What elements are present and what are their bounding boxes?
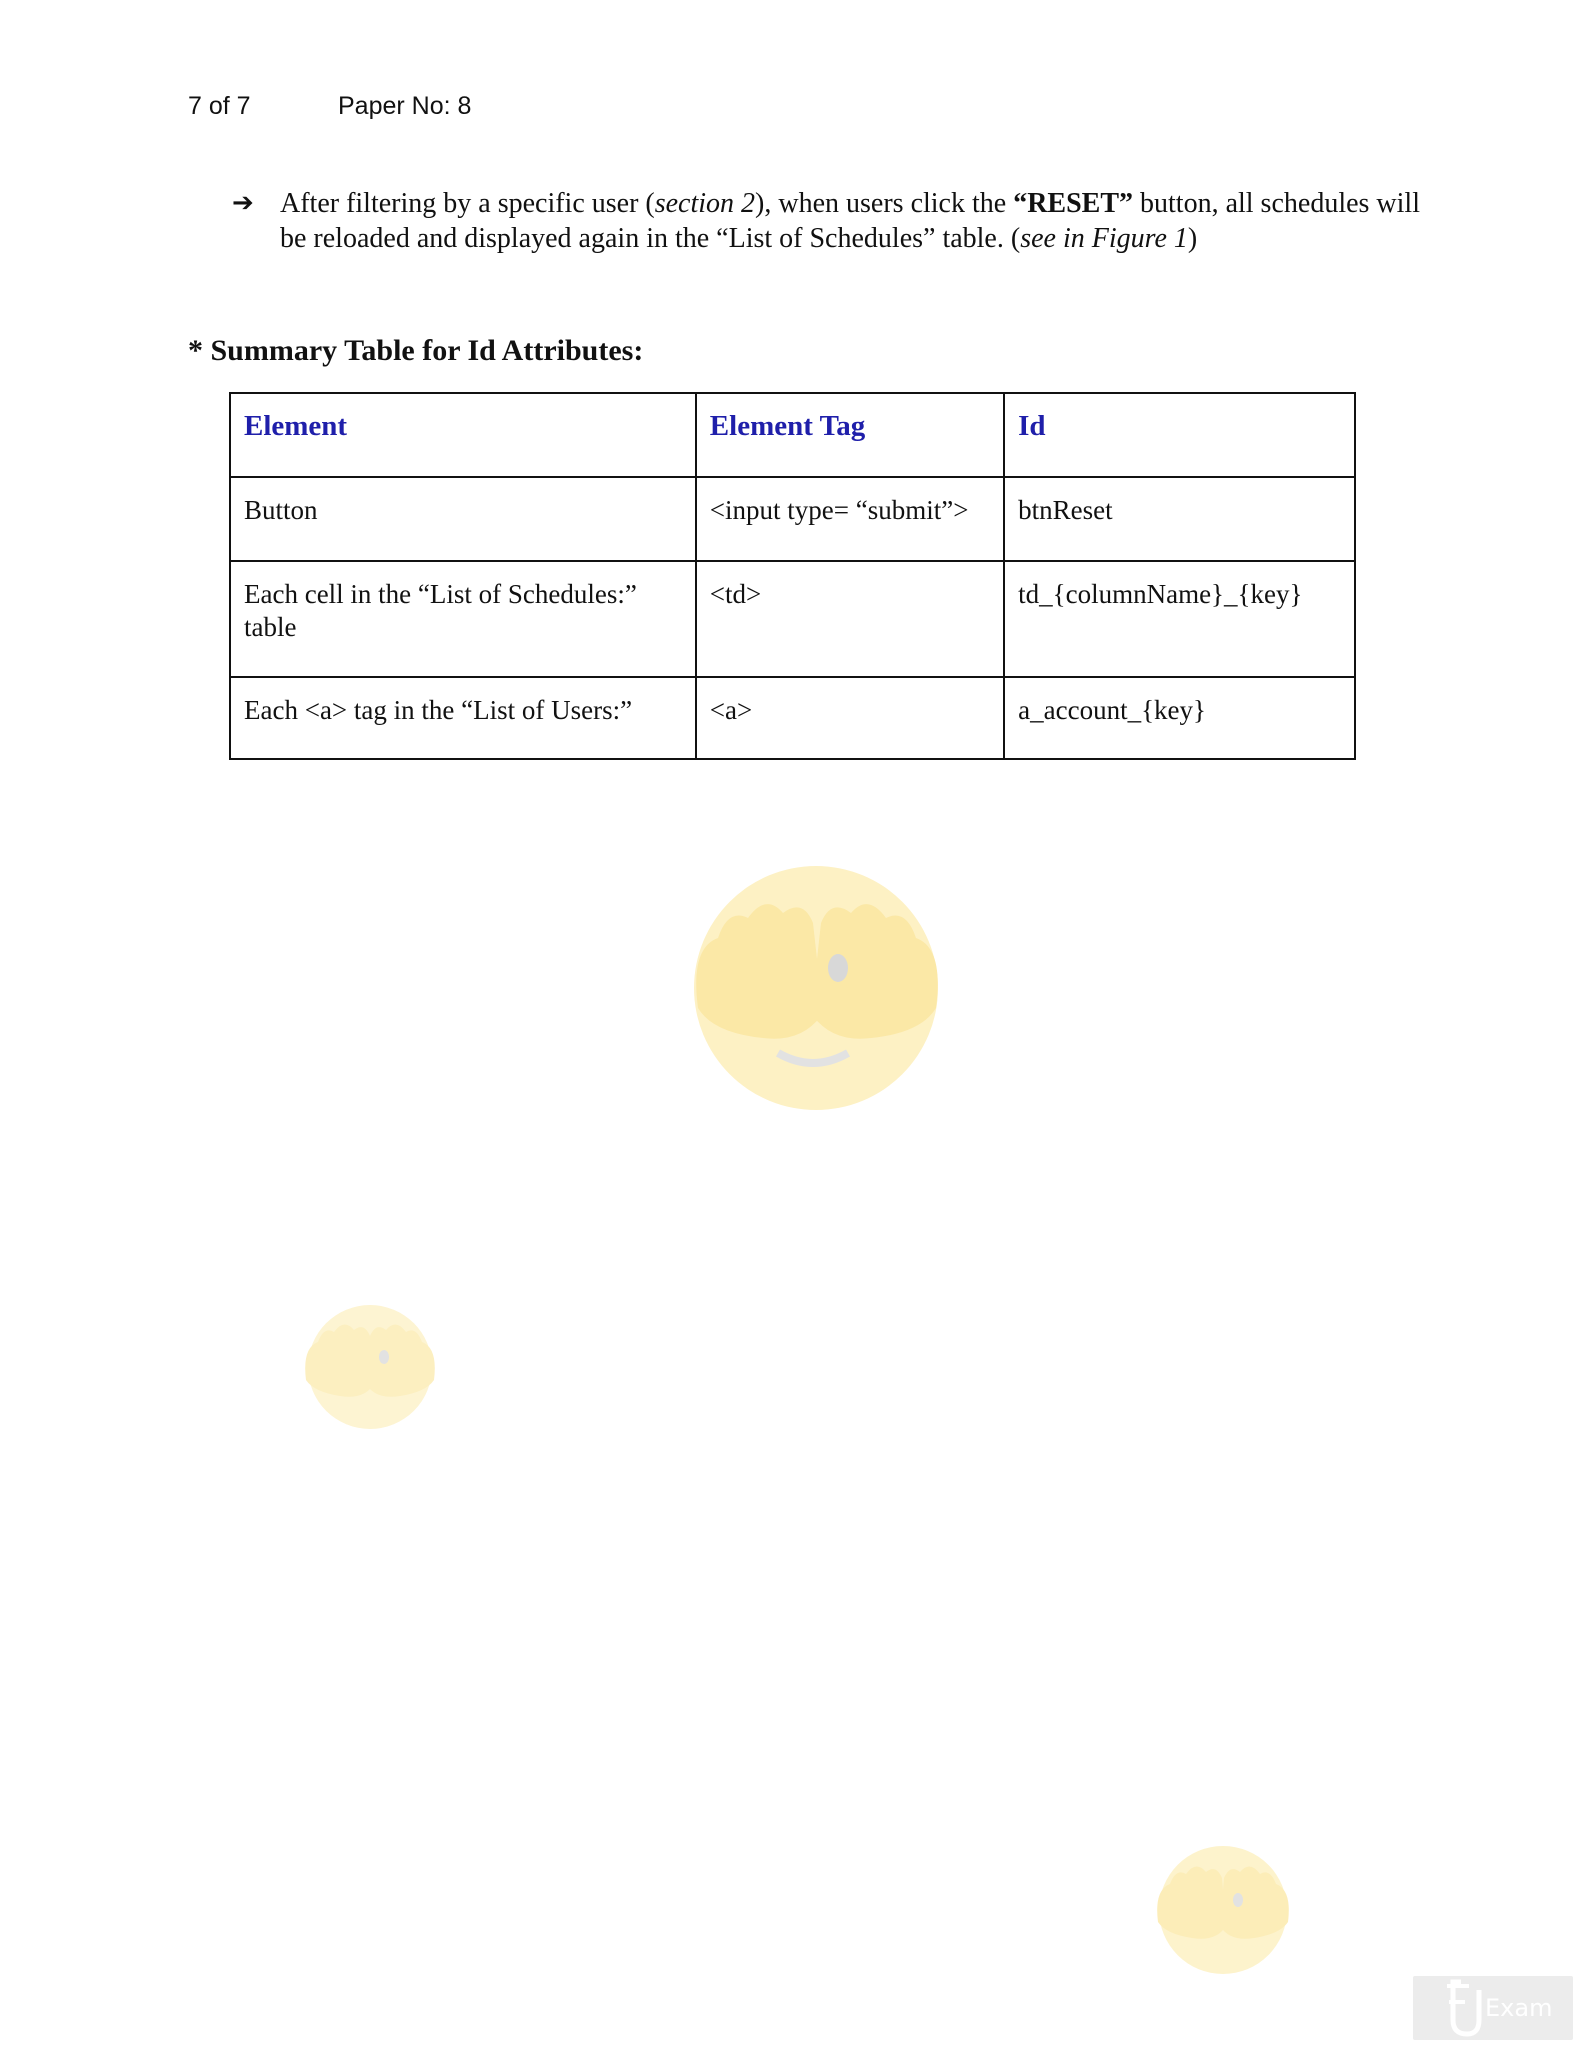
table-cell: Button (230, 477, 696, 561)
table-cell: td_{columnName}_{key} (1004, 561, 1355, 677)
badge-label: Exam (1485, 1994, 1553, 2022)
arrow-right-icon: ➔ (232, 188, 254, 218)
bullet-text-bold: “RESET” (1013, 188, 1134, 219)
page-header (188, 92, 472, 121)
table-cell: Each cell in the “List of Schedules:” table (230, 561, 696, 677)
fu-exam-badge (1413, 1976, 1573, 2040)
table-cell: a_account_{key} (1004, 677, 1355, 759)
table-header-cell: Element Tag (696, 393, 1004, 477)
table-header-cell: Element (230, 393, 696, 477)
table-cell: <a> (696, 677, 1004, 759)
table-row (230, 477, 1355, 561)
paper-number: Paper No: 8 (338, 92, 472, 120)
bullet-text-segment: button, all schedules will be reloaded and displayed again in the “List of Schedules” table. ( (280, 188, 1420, 254)
table-row (230, 561, 1355, 677)
summary-table (229, 392, 1356, 760)
bullet-text (280, 186, 1430, 256)
table-cell: Each <a> tag in the “List of Users:” (230, 677, 696, 759)
table-cell: btnReset (1004, 477, 1355, 561)
table-header-cell: Id (1004, 393, 1355, 477)
page-number: 7 of 7 (188, 92, 251, 120)
emoji-watermark-icon (1148, 1842, 1298, 1977)
emoji-watermark-icon (678, 858, 958, 1118)
bullet-text-segment: After filtering by a specific user ( (280, 188, 655, 219)
table-cell: <input type= “submit”> (696, 477, 1004, 561)
table-row (230, 677, 1355, 759)
bullet-text-italic: see in Figure 1 (1020, 223, 1188, 254)
bullet-text-segment: ) (1187, 223, 1198, 254)
table-cell: <td> (696, 561, 1004, 677)
emoji-watermark-icon (298, 1302, 443, 1432)
table-header-row (230, 393, 1355, 477)
summary-title: * Summary Table for Id Attributes: (188, 334, 644, 367)
bullet-text-italic: section 2 (654, 188, 756, 219)
bullet-text-segment: ), when users click the (755, 188, 1014, 219)
